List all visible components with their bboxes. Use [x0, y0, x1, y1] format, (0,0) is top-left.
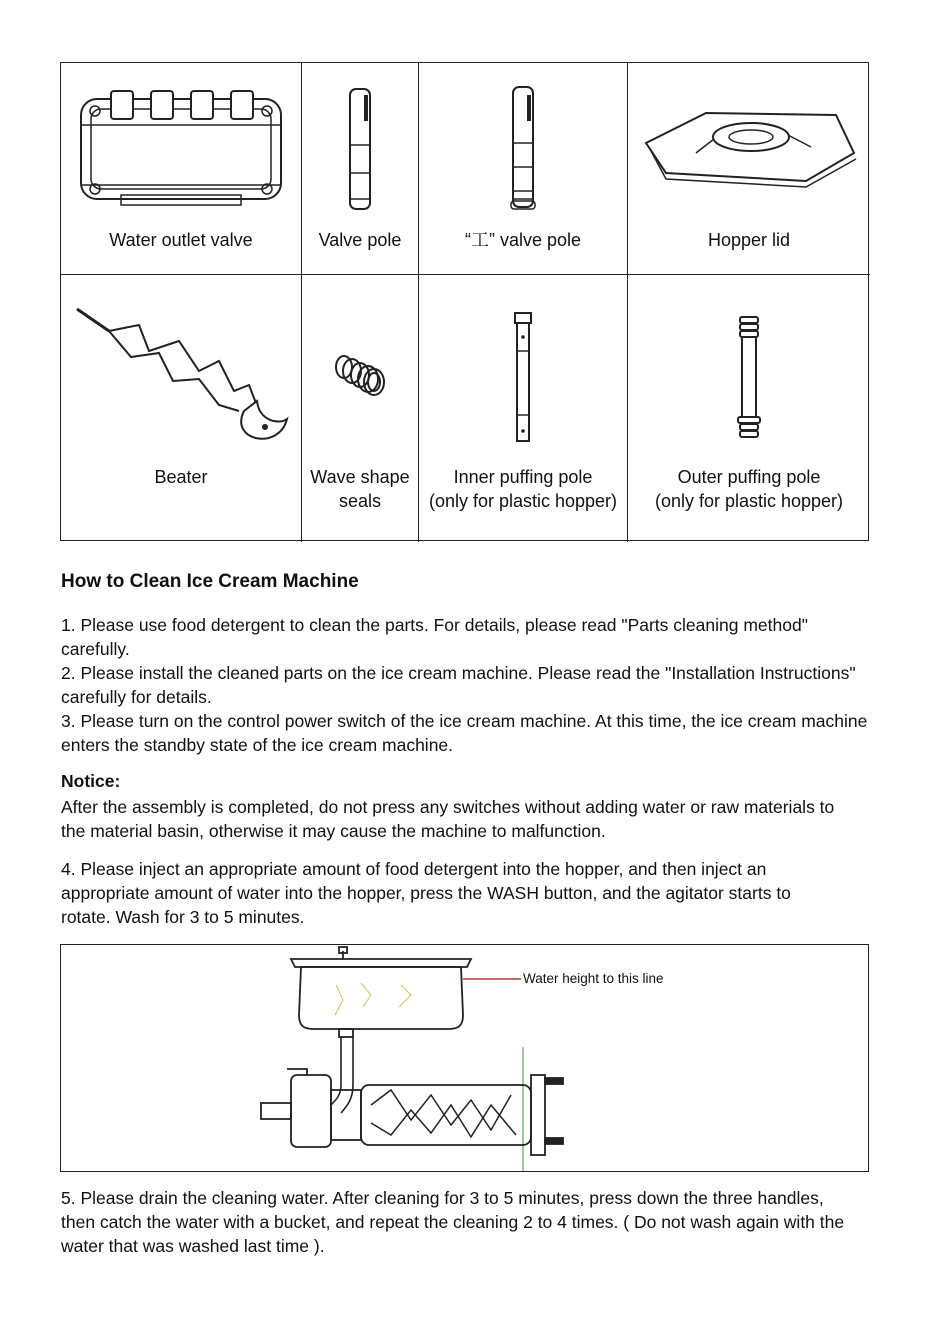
text-line: enters the standby state of the ice cream machine.: [61, 735, 454, 755]
water-outlet-valve-icon: [61, 85, 301, 215]
part-cell-valve-pole: [302, 63, 419, 275]
caption-line: Wave shape: [310, 467, 410, 487]
text-line: then catch the water with a bucket, and repeat the cleaning 2 to 4 times. ( Do not wash again with the: [61, 1212, 845, 1232]
part-cell-outer-puffing-pole: [628, 275, 870, 542]
text-line: After the assembly is completed, do not press any switches without adding water or raw materials to: [61, 797, 835, 817]
step-4: [61, 857, 891, 929]
gong-valve-pole-icon: [419, 83, 627, 215]
text-line: 4. Please inject an appropriate amount of food detergent into the hopper, and then inject an: [61, 859, 767, 879]
part-cell-inner-puffing-pole: [419, 275, 628, 542]
text-line: 2. Please install the cleaned parts on the ice cream machine. Please read the "Installation Instructions": [61, 663, 856, 683]
step-5: [61, 1186, 891, 1258]
part-cell-beater: [61, 275, 302, 542]
part-caption: [628, 228, 870, 252]
caption-line: Water outlet valve: [109, 230, 253, 250]
steps-1-3: [61, 613, 891, 757]
caption-line: (only for plastic hopper): [428, 491, 618, 511]
caption-line: Beater: [154, 467, 208, 487]
text-line: appropriate amount of water into the hopper, press the WASH button, and the agitator starts to: [61, 883, 791, 903]
hopper-illustration: [291, 947, 471, 1037]
part-caption: [419, 228, 627, 252]
text-line: rotate. Wash for 3 to 5 minutes.: [61, 907, 305, 927]
text-line: 3. Please turn on the control power switch of the ice cream machine. At this time, the ice cream machine: [61, 711, 868, 731]
part-cell-gong-valve-pole: [419, 63, 628, 275]
hopper-lid-icon: [628, 103, 870, 193]
part-caption: [419, 465, 627, 513]
part-caption: [628, 465, 870, 513]
caption-line: seals: [338, 491, 382, 511]
notice-title: Notice:: [61, 771, 121, 791]
notice-text: [61, 795, 891, 843]
valve-pole-icon: [302, 85, 418, 215]
text-line: carefully.: [61, 639, 130, 659]
wave-shape-seals-icon: [302, 351, 418, 401]
caption-line: Outer puffing pole: [677, 467, 821, 487]
inner-puffing-pole-icon: [419, 311, 627, 445]
caption-line: (only for plastic hopper): [654, 491, 844, 511]
water-height-label: Water height to this line: [523, 971, 664, 986]
caption-line: Inner puffing pole: [453, 467, 593, 487]
part-cell-wave-shape-seals: [302, 275, 419, 542]
outer-puffing-pole-icon: [628, 315, 870, 441]
caption-line: Valve pole: [318, 230, 402, 250]
text-line: water that was washed last time ).: [61, 1236, 325, 1256]
part-cell-water-outlet-valve: [61, 63, 302, 275]
beater-icon: [61, 301, 301, 451]
machine-water-height-figure: [60, 944, 869, 1172]
part-caption: [61, 465, 301, 489]
caption-line: Hopper lid: [707, 230, 791, 250]
part-caption: [302, 228, 418, 252]
part-caption: [302, 465, 418, 513]
text-line: carefully for details.: [61, 687, 212, 707]
part-caption: [61, 228, 301, 252]
part-cell-hopper-lid: [628, 63, 870, 275]
caption-line: “工” valve pole: [464, 230, 582, 250]
machine-diagram: [61, 945, 868, 1171]
section-heading: How to Clean Ice Cream Machine: [61, 571, 359, 592]
text-line: the material basin, otherwise it may cause the machine to malfunction.: [61, 821, 606, 841]
text-line: 1. Please use food detergent to clean the parts. For details, please read "Parts cleaning method": [61, 615, 808, 635]
parts-table: [60, 62, 869, 541]
text-line: 5. Please drain the cleaning water. After cleaning for 3 to 5 minutes, press down the three handles,: [61, 1188, 824, 1208]
